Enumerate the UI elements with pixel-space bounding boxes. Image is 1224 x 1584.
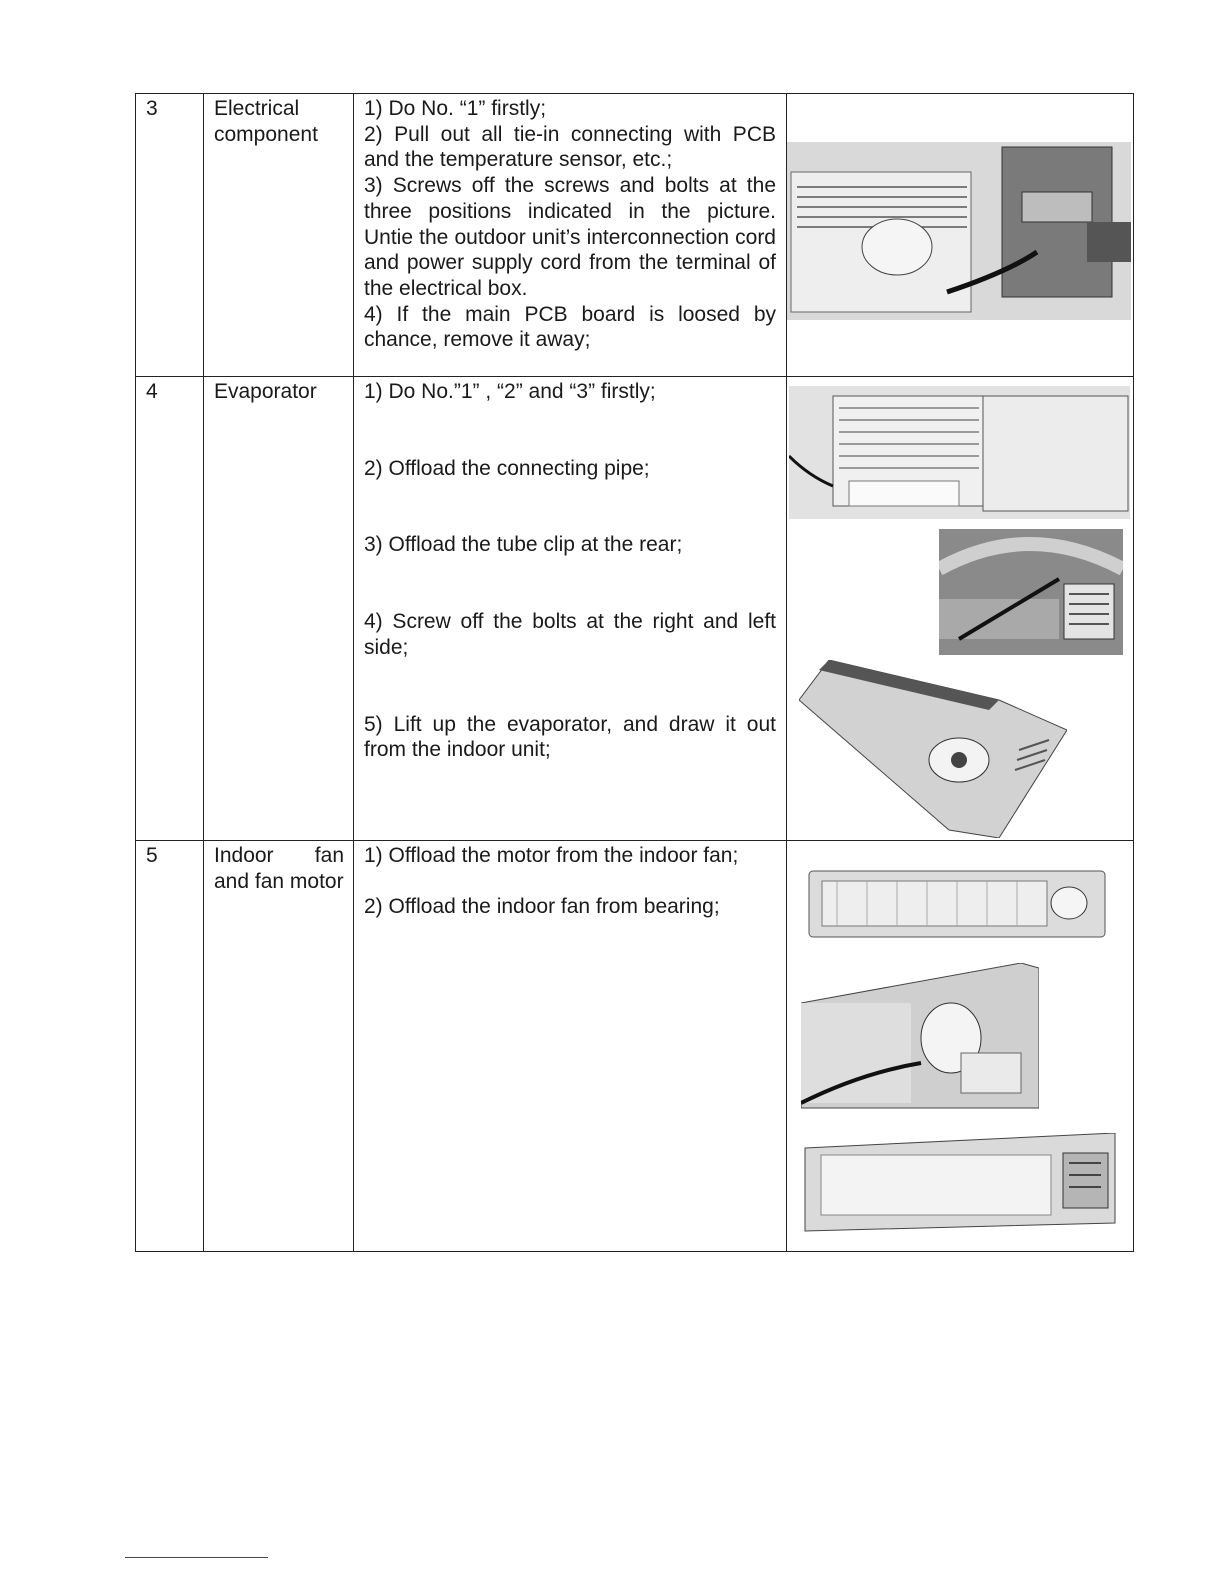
- table-row: [136, 377, 1134, 841]
- component-name: Evaporator: [204, 377, 354, 841]
- steps-cell: [354, 841, 787, 1252]
- step-text: 1) Do No. “1” firstly;: [364, 97, 547, 120]
- step-text: 4) If the main PCB board is loosed by chance, remove it away;: [364, 302, 776, 352]
- table-row: [136, 94, 1134, 377]
- step-text: 2) Pull out all tie-in connecting with PCB and the temperature sensor, etc.;: [364, 122, 776, 172]
- step-text: 3) Offload the tube clip at the rear;: [364, 533, 683, 557]
- steps-cell: [354, 377, 787, 841]
- tube-clip-photo: [939, 529, 1123, 655]
- step-text: 1) Do No.”1” , “2” and “3” firstly;: [364, 380, 656, 403]
- step-text: 2) Offload the indoor fan from bearing;: [364, 894, 720, 918]
- table-row: [136, 841, 1134, 1252]
- electrical-box-photo: [787, 142, 1131, 320]
- image-cell: [787, 377, 1134, 841]
- step-text: 3) Screws off the screws and bolts at the three positions indicated in the picture. Untie the outdoor unit’s interconnection cord and power supply cord from the terminal of the electrical box.: [364, 174, 776, 300]
- step-text: 1) Offload the motor from the indoor fan;: [364, 844, 739, 867]
- evaporator-open-photo: [789, 386, 1130, 519]
- component-name: Indoor fan and fan motor: [204, 841, 354, 1252]
- row-number: 4: [136, 377, 204, 841]
- component-name: Electrical component: [204, 94, 354, 377]
- step-text: 5) Lift up the evaporator, and draw it out from the indoor unit;: [364, 712, 776, 762]
- fan-motor-photo: [807, 863, 1107, 943]
- fan-motor-closeup-photo: [801, 963, 1039, 1111]
- step-text: 2) Offload the connecting pipe;: [364, 456, 650, 480]
- image-cell: [787, 94, 1134, 377]
- image-cell: [787, 841, 1134, 1252]
- evaporator-lift-photo: [799, 660, 1067, 838]
- footnote-separator: [125, 1557, 268, 1558]
- steps-cell: [354, 94, 787, 377]
- row-number: 5: [136, 841, 204, 1252]
- row-number: 3: [136, 94, 204, 377]
- disassembly-table: [135, 93, 1134, 1252]
- step-text: 4) Screw off the bolts at the right and left side;: [364, 610, 776, 659]
- indoor-fan-photo: [801, 1133, 1119, 1233]
